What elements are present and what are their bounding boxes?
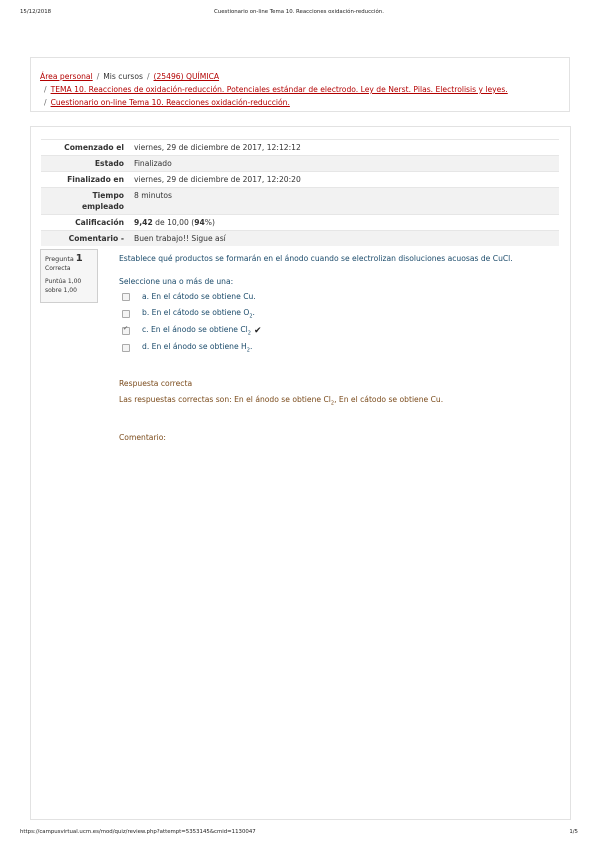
summary-label: Finalizado en: [41, 172, 129, 188]
question-prompt: Seleccione una o más de una:: [119, 277, 234, 286]
breadcrumb-separator: /: [44, 98, 47, 107]
summary-value: viernes, 29 de diciembre de 2017, 12:20:20: [129, 172, 559, 188]
print-doc-title: Cuestionario on-line Tema 10. Reacciones oxidación-reducción.: [214, 9, 384, 15]
quiz-review-panel: [30, 126, 571, 820]
summary-label-line: Tiempo: [92, 191, 124, 200]
answer-label[interactable]: [142, 292, 256, 301]
summary-row-comment: [41, 231, 559, 247]
summary-label: Estado: [41, 156, 129, 172]
grade-rest: de 10,00 (: [155, 218, 195, 227]
answer-option[interactable]: [119, 305, 549, 322]
answer-label[interactable]: [142, 325, 251, 337]
answer-label-subscript: 2: [246, 347, 250, 354]
print-url: https://campusvirtual.ucm.es/mod/quiz/review.php?attempt=5353145&cmid=1130047: [20, 829, 256, 835]
feedback-title: Respuesta correcta: [119, 379, 193, 388]
question-content: [119, 253, 549, 356]
question-state: Correcta: [45, 265, 71, 272]
question-number-label: Pregunta: [45, 255, 74, 263]
summary-label: Comentario -: [41, 231, 129, 247]
answer-option[interactable]: [119, 339, 549, 356]
summary-row-grade: [41, 215, 559, 231]
question-text: Establece qué productos se formarán en el ánodo cuando se electrolizan disoluciones acuosas de CuCl.: [119, 254, 513, 263]
right-answer-text: [119, 395, 549, 407]
right-answer-pre: Las respuestas correctas son: En el ánodo se obtiene Cl: [119, 395, 331, 404]
breadcrumb: [30, 57, 570, 112]
summary-value: Buen trabajo!! Sigue así: [129, 231, 559, 247]
summary-value: [129, 215, 559, 231]
summary-row-finished: [41, 172, 559, 188]
answer-label-text: d. En el ánodo se obtiene H: [142, 341, 247, 351]
grade-percent: 94: [194, 218, 205, 227]
correct-check-icon: ✔: [253, 325, 262, 336]
answer-label-suffix: .: [252, 307, 255, 317]
answer-option[interactable]: [119, 322, 549, 339]
answer-checkbox[interactable]: [122, 327, 130, 335]
question-grade-line: Puntúa 1,00: [45, 278, 82, 285]
print-page-number: 1/5: [569, 829, 578, 835]
summary-value: 8 minutos: [129, 188, 559, 215]
question-feedback: [119, 379, 549, 407]
summary-row-started: [41, 140, 559, 156]
answer-list: [119, 288, 549, 356]
question-info-box: [40, 249, 98, 303]
breadcrumb-section-link[interactable]: TEMA 10. Reacciones de oxidación-reducción. Potenciales estándar de electrodo. Ley de Nerst. Pilas. Electrolisis y leyes.: [50, 85, 508, 94]
answer-label-subscript: 2: [249, 313, 253, 320]
answer-checkbox[interactable]: [122, 293, 130, 301]
breadcrumb-separator: /: [96, 72, 100, 81]
answer-label-text: b. En el cátodo se obtiene O: [142, 307, 250, 317]
right-answer-post: , En el cátodo se obtiene Cu.: [334, 395, 444, 404]
summary-row-time: [41, 188, 559, 215]
print-footer: [20, 829, 578, 839]
print-header: [20, 9, 578, 19]
breadcrumb-quiz-link[interactable]: Cuestionario on-line Tema 10. Reacciones oxidación-reducción.: [50, 98, 290, 107]
answer-checkbox[interactable]: [122, 310, 130, 318]
question-comment-label: Comentario:: [119, 433, 166, 442]
summary-label: Comenzado el: [41, 140, 129, 156]
answer-label-text: a. En el cátodo se obtiene Cu.: [142, 292, 256, 301]
summary-label: Calificación: [41, 215, 129, 231]
question-grade-line: sobre 1,00: [45, 287, 77, 294]
question-number: [45, 254, 93, 264]
answer-checkbox[interactable]: [122, 344, 130, 352]
question-grade: [45, 277, 93, 295]
breadcrumb-home-link[interactable]: Área personal: [40, 72, 93, 81]
answer-label-subscript: 2: [247, 330, 251, 337]
grade-score: 9,42: [134, 218, 153, 227]
answer-label[interactable]: [142, 342, 252, 354]
answer-label[interactable]: [142, 308, 255, 320]
attempt-summary-table: [41, 139, 559, 246]
grade-end: %): [204, 218, 215, 227]
summary-label-line: empleado: [81, 202, 124, 211]
breadcrumb-courses: Mis cursos: [103, 72, 143, 81]
summary-value: viernes, 29 de diciembre de 2017, 12:12:12: [129, 140, 559, 156]
breadcrumb-separator: /: [44, 85, 47, 94]
print-date: 15/12/2018: [20, 9, 52, 15]
summary-label: [41, 188, 129, 215]
summary-row-state: [41, 156, 559, 172]
question-number-value: 1: [75, 253, 83, 264]
breadcrumb-course-link[interactable]: (25496) QUÍMICA: [153, 72, 220, 81]
summary-value: Finalizado: [129, 156, 559, 172]
answer-option[interactable]: [119, 288, 549, 305]
breadcrumb-separator: /: [146, 72, 150, 81]
right-answer-sub: 2: [330, 400, 335, 407]
answer-label-suffix: .: [249, 341, 253, 351]
answer-label-text: c. En el ánodo se obtiene Cl: [142, 324, 248, 334]
